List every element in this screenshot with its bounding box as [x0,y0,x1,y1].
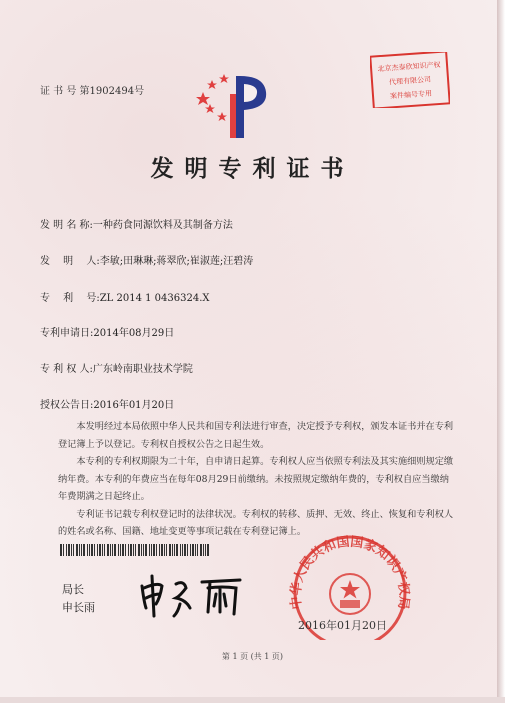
field-label: 发 明 名 称: [40,220,93,231]
barcode-bar [112,544,113,556]
field-value: 2014年08月29日 [93,328,175,339]
barcode-bar [197,544,198,556]
barcode-bar [205,544,206,556]
certificate-number: 证 书 号 第1902494号 [40,86,145,97]
barcode-bar [71,544,72,556]
barcode-bar [99,544,101,556]
field-label: 发 明 人: [40,256,100,267]
barcode-bar [174,544,175,556]
barcode-bar [172,544,173,556]
barcode-bar [130,544,132,556]
barcode-bar [164,544,165,556]
barcode-bar [94,544,95,556]
field-value: 李敏;田琳琳;蒋翠欣;崔淑莲;汪碧涛 [99,256,254,267]
barcode-bar [133,544,134,556]
barcode-bar [128,544,129,556]
body-paragraph: 本专利的专利权期限为二十年，自申请日起算。专利权人应当依照专利法及其实施细则规定缴纳年费。本专利的年费应当在每年08月29日前缴纳。未按照规定缴纳年费的，专利权自应当缴纳年费期满之日起终止。 [58,456,454,502]
barcode-bar [120,544,121,556]
barcode-bar [114,544,116,556]
barcode-bar [91,544,93,556]
agency-stamp-line-3: 案件编号专用 [389,89,433,101]
barcode-bar [66,544,67,556]
barcode-bar [138,544,140,556]
barcode-bar [153,544,155,556]
barcode-bar [125,544,126,556]
barcode-bar [107,544,109,556]
grant-date-field [40,396,174,411]
barcode-bar [68,544,70,556]
barcode-bar [180,544,181,556]
field-label: 专利申请日: [40,328,94,339]
signatory-name: 申长雨 [62,601,95,614]
barcode-bar [200,544,202,556]
patent-number-field [40,289,210,304]
page-edge [0,697,505,703]
barcode-bar [122,544,124,556]
patentee-field [40,360,193,375]
barcode-bar [161,544,163,556]
barcode-bar [97,544,98,556]
inventor-field [40,252,253,267]
barcode-bar [73,544,74,556]
field-label: 专 利 权 人: [40,364,93,375]
barcode-bar [143,544,144,556]
barcode-bar [151,544,152,556]
barcode-bar [89,544,90,556]
field-label: 专 利 号: [40,293,100,304]
barcode-bar [187,544,188,556]
page-footer: 第 1 页 (共 1 页) [221,652,284,661]
barcode-bar [141,544,142,556]
barcode-bar [159,544,160,556]
barcode-bar [81,544,82,556]
barcode-bar [184,544,186,556]
certificate-body [58,418,454,541]
agency-stamp-line-1: 北京杰泰欣知识产权 [377,60,441,74]
application-date-field [40,324,174,339]
barcode-bar [110,544,111,556]
svg-text:中华人民共和国国家知识产权局 [288,534,413,611]
agency-stamp [370,52,450,112]
barcode-bar [83,544,85,556]
barcode-bar [76,544,78,556]
seal-text: 中华人民共和国国家知识产权局 [288,534,412,611]
barcode-bar [203,544,204,556]
barcode-bar [182,544,183,556]
invention-name-field [40,216,233,231]
field-value: 一种药食同源饮料及其制备方法 [92,220,233,231]
barcode-bar [60,544,62,556]
patent-office-logo [196,64,276,146]
barcode-bar [79,544,80,556]
barcode-bar [135,544,136,556]
field-value: ZL 2014 1 0436324.X [99,293,210,304]
barcode [60,541,210,560]
barcode-bar [102,544,103,556]
barcode-bar [166,544,167,556]
barcode-bar [195,544,196,556]
barcode-bar [192,544,194,556]
page-title: 发明专利证书 [150,155,355,182]
handwritten-signature [136,572,256,628]
field-value: 2016年01月20日 [93,400,175,411]
barcode-bar [190,544,191,556]
barcode-bar [104,544,105,556]
barcode-bar [169,544,171,556]
barcode-bar [87,544,88,556]
page-edge [497,0,505,703]
body-paragraph: 专利证书记载专利权登记时的法律状况。专利权的转移、质押、无效、终止、恢复和专利权人的姓名或名称、国籍、地址变更等事项记载在专利登记簿上。 [58,508,454,537]
barcode-bar [156,544,157,556]
barcode-bar [149,544,150,556]
agency-stamp-line-2: 代理有限公司 [388,75,432,87]
barcode-bar [207,544,209,556]
signatory-title: 局长 [62,583,84,596]
barcode-bar [176,544,178,556]
barcode-bar [145,544,147,556]
field-label: 授权公告日: [40,400,94,411]
seal-date: 2016年01月20日 [298,619,387,632]
field-value: 广东岭南职业技术学院 [92,364,193,375]
body-paragraph: 本发明经过本局依照中华人民共和国专利法进行审查，决定授予专利权，颁发本证书并在专利登记簿上予以登记。专利权自授权公告之日起生效。 [58,421,454,450]
barcode-bar [63,544,64,556]
barcode-bar [118,544,119,556]
